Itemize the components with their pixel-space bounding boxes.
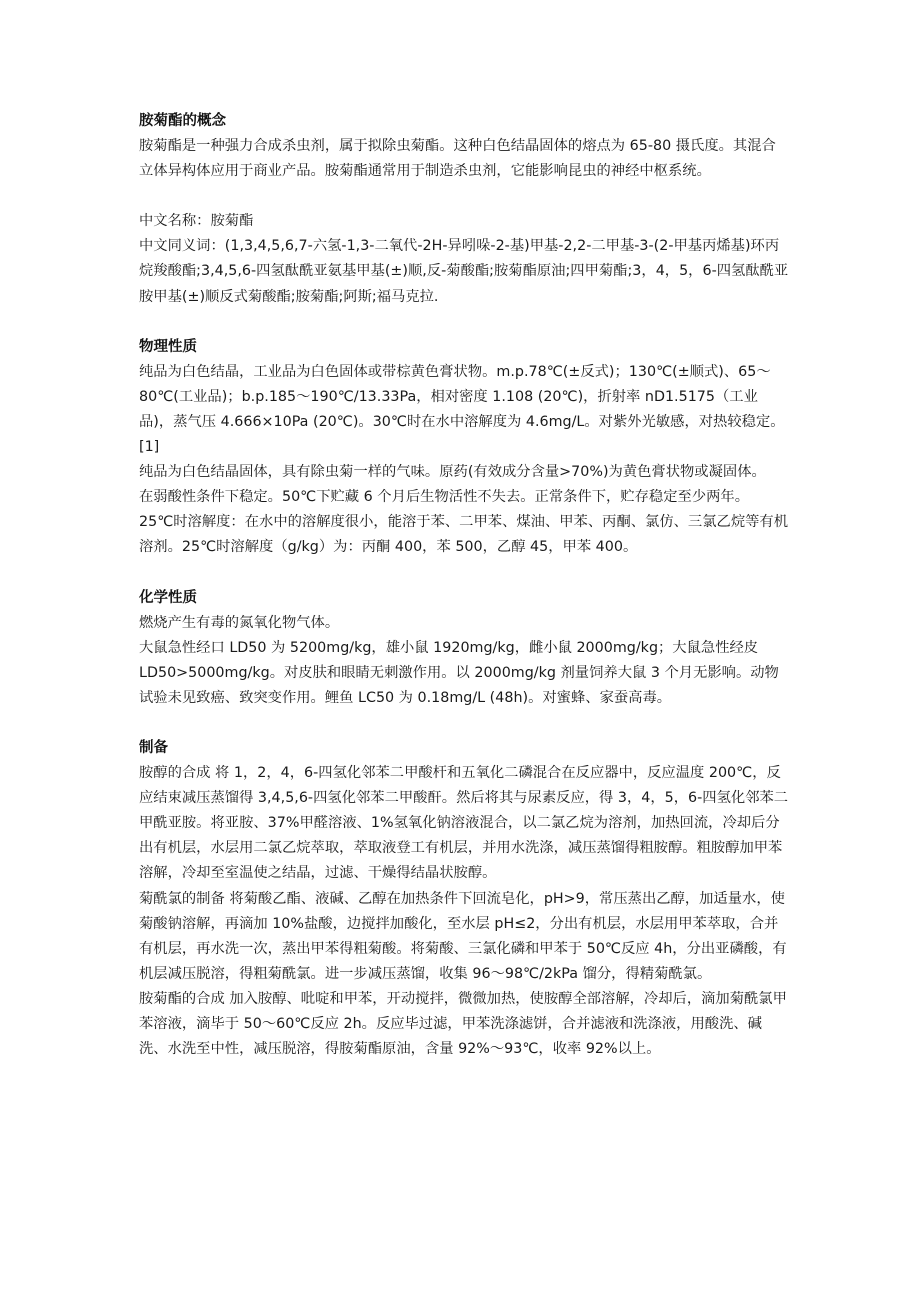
physical-paragraph-4: 25℃时溶解度：在水中的溶解度很小，能溶于苯、二甲苯、煤油、甲苯、丙酮、氯仿、三氯乙烷等有机溶剂。25℃时溶解度（g/kg）为：丙酮 400，苯 500，乙醇 45，甲苯 400。 [139,514,789,556]
physical-paragraph-1: 纯品为白色结晶，工业品为白色固体或带棕黄色膏状物。m.p.78℃(±反式)；130℃(±顺式)、65～80℃(工业品)；b.p.185～190℃/13.33Pa，相对密度 1.108 (20℃)，折射率 nD1.5175（工业品)，蒸气压 4.666×10Pa (20℃)。30℃时在水中溶解度为 4.6mg/L。对紫外光敏感，对热较稳定。[1] [139,363,785,456]
preparation-paragraph-1: 胺醇的合成 将 1，2，4，6-四氢化邻苯二甲酸杆和五氧化二磷混合在反应器中，反应温度 200℃，反应结束减压蒸馏得 3,4,5,6-四氢化邻苯二甲酸酐。然后将其与尿素反应，得 3，4，5，6-四氢化邻苯二甲酰亚胺。将亚胺、37%甲醛溶液、1%氢氧化钠溶液混合，以二氯乙烷为溶剂，加热回流，冷却后分出有机层，水层用二氯乙烷萃取，萃取液登工有机层，并用水洗涤，减压蒸馏得粗胺醇。粗胺醇加甲苯溶解，冷却至室温使之结晶，过滤、干燥得结晶状胺醇。 [139,765,789,882]
chinese-name: 中文名称：胺菊酯 [139,213,254,230]
chemical-paragraph-1: 燃烧产生有毒的氮氧化物气体。 [139,614,340,631]
section-chemical [139,586,789,711]
preparation-paragraph-2: 菊酰氯的制备 将菊酸乙酯、液碱、乙醇在加热条件下回流皂化，pH>9，常压蒸出乙醇，加适量水，使菊酸钠溶解，再滴加 10%盐酸，边搅拌加酸化，至水层 pH≤2，分出有机层，水层用甲苯萃取，合并有机层，再水洗一次，蒸出甲苯得粗菊酸。将菊酸、三氯化磷和甲苯于 50℃反应 4h，分出亚磷酸，有机层减压脱溶，得粗菊酰氯。进一步减压蒸馏，收集 96～98℃/2kPa 馏分，得精菊酰氯。 [139,890,787,982]
heading-physical: 物理性质 [139,338,197,355]
physical-paragraph-2: 纯品为白色结晶固体，具有除虫菊一样的气味。原药(有效成分含量>70%)为黄色膏状物或凝固体。 [139,464,766,481]
concept-paragraph: 胺菊酯是一种强力合成杀虫剂，属于拟除虫菊酯。这种白色结晶固体的熔点为 65-80 摄氏度。其混合立体异构体应用于商业产品。胺菊酯通常用于制造杀虫剂，它能影响昆虫的神经中枢系统。 [139,138,776,180]
section-names [139,209,789,309]
chemical-paragraph-2: 大鼠急性经口 LD50 为 5200mg/kg，雄小鼠 1920mg/kg，雌小鼠 2000mg/kg；大鼠急性经皮 LD50>5000mg/kg。对皮肤和眼睛无刺激作用。以 2000mg/kg 剂量饲养大鼠 3 个月无影响。动物试验未见致癌、致突变作用。鲤鱼 LC50 为 0.18mg/L (48h)。对蜜蜂、家蚕高毒。 [139,639,779,706]
section-preparation [139,736,789,1062]
synonyms: 中文同义词：(1,3,4,5,6,7-六氢-1,3-二氧代-2H-异吲哚-2-基)甲基-2,2-二甲基-3-(2-甲基丙烯基)环丙烷羧酸酯;3,4,5,6-四氢酞酰亚氨基甲基(±)顺,反-菊酸酯;胺菊酯原油;四甲菊酯;3，4，5，6-四氢酞酰亚胺甲基(±)顺反式菊酸酯;胺菊酯;阿斯;福马克拉. [139,238,789,305]
heading-preparation: 制备 [139,739,168,756]
heading-chemical: 化学性质 [139,589,197,606]
section-concept [139,109,789,184]
preparation-paragraph-3: 胺菊酯的合成 加入胺醇、吡啶和甲苯，开动搅拌，微微加热，使胺醇全部溶解，冷却后，滴加菊酰氯甲苯溶液，滴毕于 50～60℃反应 2h。反应毕过滤，甲苯洗涤滤饼，合并滤液和洗涤液，用酸洗、碱洗、水洗至中性，减压脱溶，得胺菊酯原油，含量 92%～93℃，收率 92%以上。 [139,990,787,1058]
physical-paragraph-3: 在弱酸性条件下稳定。50℃下贮藏 6 个月后生物活性不失去。正常条件下，贮存稳定至少两年。 [139,489,750,506]
heading-concept: 胺菊酯的概念 [139,113,226,129]
document-body [139,109,789,1087]
section-physical [139,335,789,561]
